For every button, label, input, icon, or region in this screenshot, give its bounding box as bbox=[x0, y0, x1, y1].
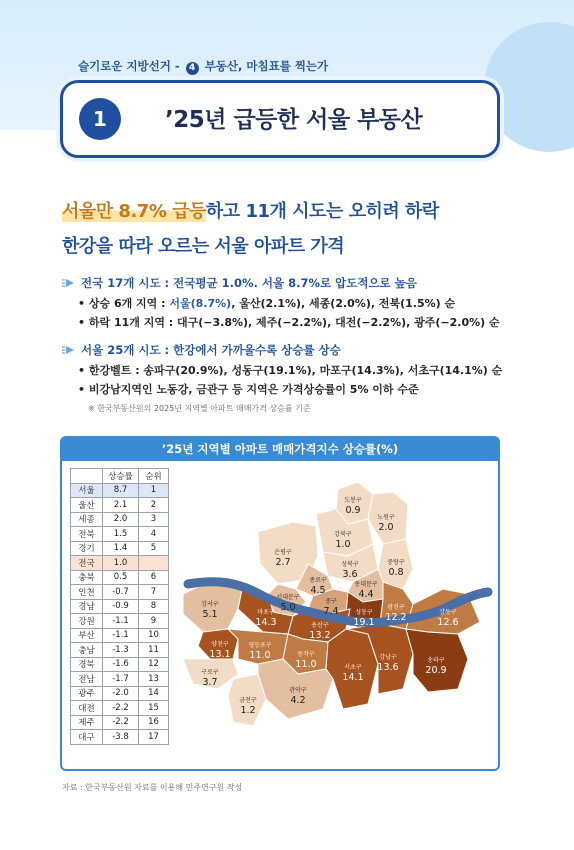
table-cell-rank: 1 bbox=[139, 483, 169, 498]
table-row bbox=[71, 672, 169, 687]
district-name-label: 영등포구 bbox=[248, 642, 272, 649]
table-cell-region: 경남 bbox=[71, 599, 103, 614]
title-box bbox=[60, 80, 500, 158]
district-name-label: 중구 bbox=[325, 598, 337, 605]
table-row bbox=[71, 570, 169, 585]
table-cell-rank: 9 bbox=[139, 614, 169, 629]
table-cell-region: 경북 bbox=[71, 657, 103, 672]
rise-rest: , 울산(2.1%), 세종(2.0%), 전북(1.5%) 순 bbox=[231, 297, 456, 310]
district-name-label: 강서구 bbox=[201, 601, 219, 608]
bullet-fall-regions: • 하락 11개 지역 : 대구(−3.8%), 제주(−2.2%), 대전(−2.2%), 광주(−2.0%) 순 bbox=[78, 316, 500, 329]
seoul-map bbox=[168, 464, 494, 769]
bullet-hangang-belt: • 한강벨트 : 송파구(20.9%), 성동구(19.1%), 마포구(14.3%), 서초구(14.1%) 순 bbox=[78, 364, 503, 377]
table-cell-region: 인천 bbox=[71, 585, 103, 600]
table-cell-rank: 11 bbox=[139, 643, 169, 658]
chart-title: ’25년 지역별 아파트 매매가격지수 상승률(%) bbox=[62, 438, 498, 461]
table-cell-rank: 4 bbox=[139, 527, 169, 542]
district-value-label: 7.4 bbox=[323, 606, 339, 617]
table-cell-region: 강원 bbox=[71, 614, 103, 629]
table-row bbox=[71, 614, 169, 629]
district-value-label: 2.0 bbox=[378, 522, 394, 533]
table-cell-region: 서울 bbox=[71, 483, 103, 498]
district-name-label: 용산구 bbox=[311, 622, 329, 629]
table-cell-val: -3.8 bbox=[103, 730, 139, 745]
table-cell-rank: 12 bbox=[139, 657, 169, 672]
table-cell-val: 1.0 bbox=[103, 556, 139, 571]
district-value-label: 4.5 bbox=[310, 585, 326, 596]
table-cell-rank: 6 bbox=[139, 570, 169, 585]
table-row bbox=[71, 541, 169, 556]
table-cell-val: -1.1 bbox=[103, 628, 139, 643]
table-row bbox=[71, 657, 169, 672]
header-rank: 순위 bbox=[139, 469, 169, 484]
table-row bbox=[71, 498, 169, 513]
table-cell-region: 충남 bbox=[71, 643, 103, 658]
table-row bbox=[71, 643, 169, 658]
headline-line1 bbox=[62, 197, 439, 223]
table-cell-region: 대전 bbox=[71, 701, 103, 716]
district-name-label: 강동구 bbox=[439, 609, 457, 616]
header-region bbox=[71, 469, 103, 484]
table-cell-region: 경기 bbox=[71, 541, 103, 556]
table-cell-val: -1.6 bbox=[103, 657, 139, 672]
table-cell-val: -0.9 bbox=[103, 599, 139, 614]
table-cell-val: -0.7 bbox=[103, 585, 139, 600]
table-cell-region: 제주 bbox=[71, 715, 103, 730]
table-cell-rank: 15 bbox=[139, 701, 169, 716]
rise-seoul: 서울(8.7%) bbox=[169, 297, 232, 310]
table-row bbox=[71, 628, 169, 643]
district-name-label: 성동구 bbox=[355, 609, 373, 616]
breadcrumb-section: 슬기로운 지방선거 - bbox=[78, 59, 180, 73]
district-name-label: 종로구 bbox=[309, 577, 327, 584]
district-value-label: 12.6 bbox=[437, 617, 459, 628]
table-row bbox=[71, 715, 169, 730]
district-value-label: 12.2 bbox=[385, 612, 407, 623]
table-cell-val: 8.7 bbox=[103, 483, 139, 498]
table-cell-rank: 13 bbox=[139, 672, 169, 687]
district-name-label: 성북구 bbox=[341, 561, 359, 568]
rise-prefix: • 상승 6개 지역 : bbox=[78, 297, 170, 310]
table-cell-val: 2.1 bbox=[103, 498, 139, 513]
table-row bbox=[71, 686, 169, 701]
district-name-label: 서초구 bbox=[344, 664, 362, 671]
table-cell-rank: 10 bbox=[139, 628, 169, 643]
table-cell-val: 2.0 bbox=[103, 512, 139, 527]
district-name-label: 은평구 bbox=[274, 549, 292, 556]
table-cell-rank: 5 bbox=[139, 541, 169, 556]
district-name-label: 마포구 bbox=[257, 609, 275, 616]
district-name-label: 강북구 bbox=[334, 531, 352, 538]
table-row bbox=[71, 512, 169, 527]
table-cell-region: 전북 bbox=[71, 527, 103, 542]
table-cell-region: 전국 bbox=[71, 556, 103, 571]
table-cell-rank: 3 bbox=[139, 512, 169, 527]
page-title: ’25년 급등한 서울 부동산 bbox=[165, 107, 423, 133]
arrow-right-icon bbox=[62, 278, 75, 288]
district-value-label: 14.1 bbox=[342, 672, 364, 683]
district-value-label: 0.8 bbox=[388, 567, 404, 578]
district-value-label: 13.6 bbox=[377, 662, 399, 673]
table-cell-rank: 14 bbox=[139, 686, 169, 701]
table-cell-region: 광주 bbox=[71, 686, 103, 701]
district-name-label: 관악구 bbox=[289, 687, 307, 694]
table-cell-val: 0.5 bbox=[103, 570, 139, 585]
district-name-label: 동작구 bbox=[297, 651, 315, 658]
district-value-label: 1.0 bbox=[335, 539, 351, 550]
district-value-label: 14.3 bbox=[255, 617, 277, 628]
table-cell-val: -2.2 bbox=[103, 715, 139, 730]
district-value-label: 5.1 bbox=[202, 609, 218, 620]
table-cell-val: -1.1 bbox=[103, 614, 139, 629]
table-row bbox=[71, 556, 169, 571]
district-value-label: 20.9 bbox=[425, 665, 447, 676]
district-name-label: 광진구 bbox=[387, 604, 405, 611]
table-cell-val: -2.0 bbox=[103, 686, 139, 701]
district-name-label: 강남구 bbox=[379, 654, 397, 661]
table-cell-region: 전남 bbox=[71, 672, 103, 687]
table-cell-val: 1.4 bbox=[103, 541, 139, 556]
table-cell-rank: 7 bbox=[139, 585, 169, 600]
breadcrumb bbox=[78, 58, 328, 75]
chart-box bbox=[60, 436, 500, 771]
table-cell-region: 세종 bbox=[71, 512, 103, 527]
district-value-label: 4.4 bbox=[358, 589, 374, 600]
district-value-label: 13.2 bbox=[309, 630, 331, 641]
district-value-label: 19.1 bbox=[353, 617, 375, 628]
table-row bbox=[71, 730, 169, 745]
table-row bbox=[71, 701, 169, 716]
table-cell-rank: 17 bbox=[139, 730, 169, 745]
table-cell-val: -1.7 bbox=[103, 672, 139, 687]
district-name-label: 서대문구 bbox=[276, 594, 300, 601]
table-cell-region: 대구 bbox=[71, 730, 103, 745]
district-name-label: 도봉구 bbox=[344, 497, 362, 504]
table-cell-val: 1.5 bbox=[103, 527, 139, 542]
table-cell-rank bbox=[139, 556, 169, 571]
table-cell-val: -2.2 bbox=[103, 701, 139, 716]
table-row bbox=[71, 599, 169, 614]
table-cell-rank: 8 bbox=[139, 599, 169, 614]
district-value-label: 13.1 bbox=[209, 649, 231, 660]
bullet-non-gangnam: • 비강남지역인 노동강, 금관구 등 지역은 가격상승률이 5% 이하 수준 bbox=[78, 383, 419, 396]
district-value-label: 11.0 bbox=[249, 650, 271, 661]
district-name-label: 구로구 bbox=[201, 669, 219, 676]
district-value-label: 1.2 bbox=[240, 705, 256, 716]
district-name-label: 동대문구 bbox=[354, 581, 378, 588]
section-number: 1 bbox=[79, 98, 121, 140]
district-name-label: 양천구 bbox=[211, 641, 229, 648]
source-note: 자료 : 한국부동산원 자료를 이용해 민주연구원 작성 bbox=[62, 783, 243, 792]
district-name-label: 노원구 bbox=[377, 514, 395, 521]
header-rate: 상승률 bbox=[103, 469, 139, 484]
headline-line2: 한강을 따라 오르는 서울 아파트 가격 bbox=[62, 236, 345, 257]
table-cell-rank: 2 bbox=[139, 498, 169, 513]
breadcrumb-number: 4 bbox=[186, 62, 199, 75]
district-value-label: 2.7 bbox=[275, 557, 291, 568]
district-name-label: 송파구 bbox=[427, 657, 445, 664]
district-value-label: 4.2 bbox=[290, 695, 306, 706]
table-cell-region: 부산 bbox=[71, 628, 103, 643]
bullet-rise-regions bbox=[78, 295, 455, 311]
district-value-label: 5.0 bbox=[280, 602, 296, 613]
breadcrumb-topic: 부동산, 마침표를 찍는가 bbox=[204, 59, 329, 73]
table-cell-val: -1.3 bbox=[103, 643, 139, 658]
bullet-seoul: 서울 25개 시도 : 한강에서 가까울수록 상승률 상승 bbox=[81, 343, 341, 357]
district-value-label: 11.0 bbox=[295, 659, 317, 670]
district-value-label: 3.6 bbox=[342, 569, 358, 580]
district-value-label: 3.7 bbox=[202, 677, 218, 688]
table-row bbox=[71, 585, 169, 600]
district-value-label: 0.9 bbox=[345, 505, 361, 516]
rate-table bbox=[70, 468, 169, 745]
footnote: ※ 한국부동산원의 2025년 지역별 아파트 매매가격 상승률 기준 bbox=[88, 404, 311, 413]
table-header bbox=[71, 469, 169, 484]
table-cell-region: 울산 bbox=[71, 498, 103, 513]
table-row bbox=[71, 483, 169, 498]
table-cell-region: 충북 bbox=[71, 570, 103, 585]
headline-rest: 하고 11개 시도는 오히려 하락 bbox=[205, 201, 439, 222]
district-name-label: 중랑구 bbox=[387, 559, 405, 566]
table-cell-rank: 16 bbox=[139, 715, 169, 730]
arrow-right-icon bbox=[62, 345, 75, 355]
headline-highlight: 서울만 8.7% 급등 bbox=[62, 201, 206, 222]
bullet-national: 전국 17개 시도 : 전국평균 1.0%. 서울 8.7%로 압도적으로 높음 bbox=[81, 276, 417, 290]
district-name-label: 금천구 bbox=[239, 697, 257, 704]
table-row bbox=[71, 527, 169, 542]
